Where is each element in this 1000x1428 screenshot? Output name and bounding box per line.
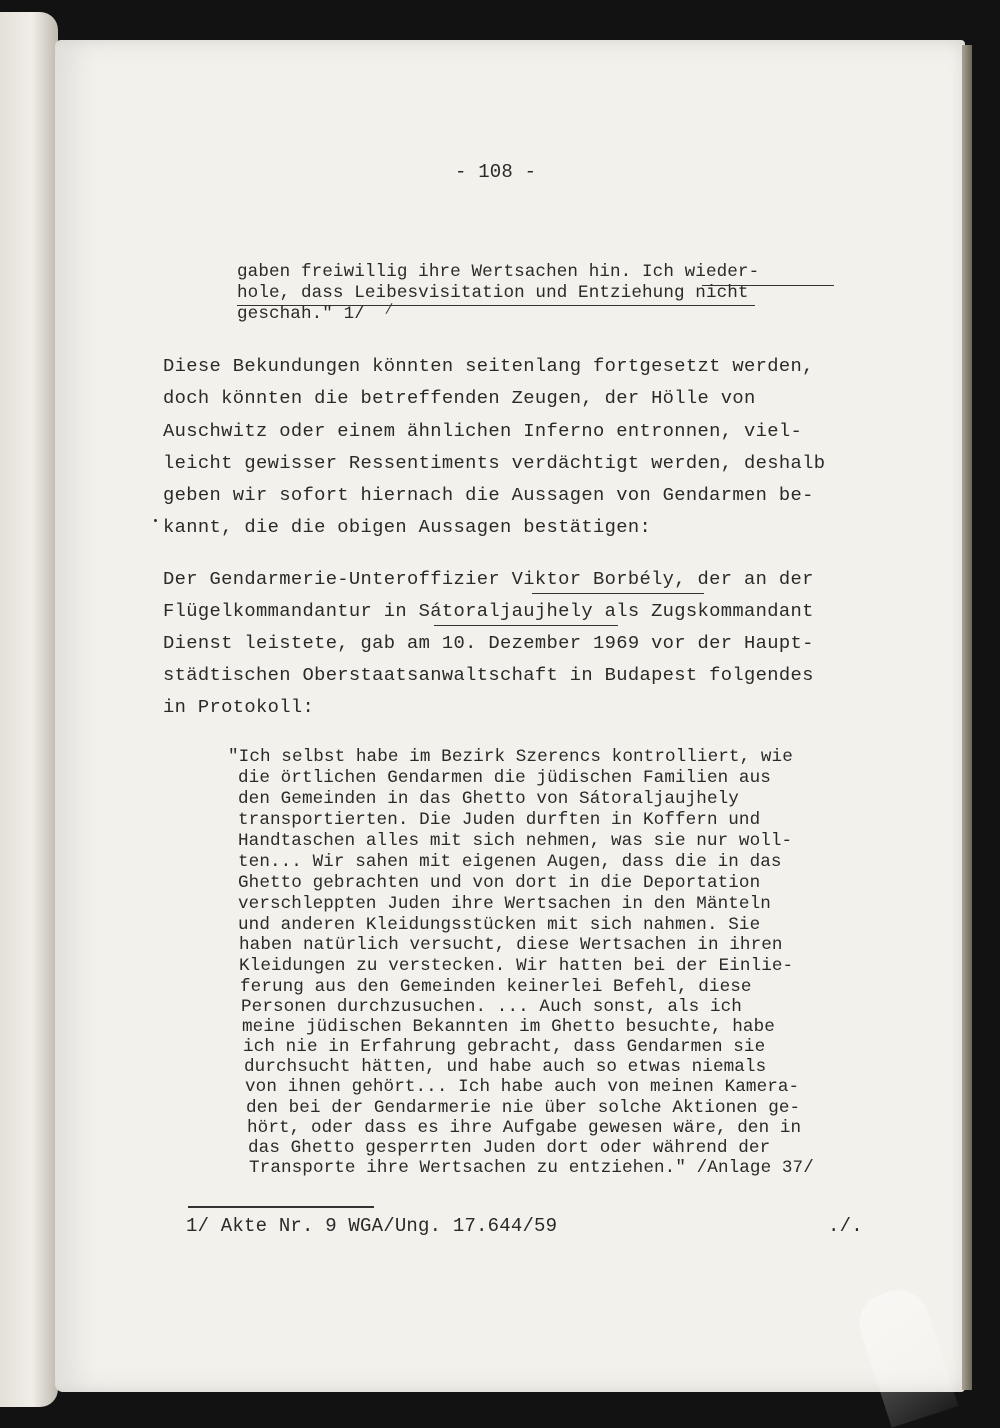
quote1-line: gaben freiwillig ihre Wertsachen hin. Ich wieder- xyxy=(237,262,760,282)
paragraph-line: geben wir sofort hiernach die Aussagen von Gendarmen be- xyxy=(163,484,814,506)
quote2-line: von ihnen gehört... Ich habe auch von meinen Kamera- xyxy=(245,1077,800,1097)
footnote-rule xyxy=(188,1206,374,1208)
facing-page-edge xyxy=(0,12,58,1407)
quote2-line: Transporte ihre Wertsachen zu entziehen." /Anlage 37/ xyxy=(249,1158,814,1178)
underline-mark xyxy=(532,593,704,594)
underline-mark xyxy=(434,625,618,626)
quote2-line: Kleidungen zu verstecken. Wir hatten bei der Einlie- xyxy=(239,956,794,976)
underline-mark xyxy=(237,305,755,306)
quote1-line: geschah." 1/ xyxy=(237,304,365,324)
quote2-line: ich nie in Erfahrung gebracht, dass Gendarmen sie xyxy=(243,1037,766,1057)
quote2-line: den bei der Gendarmerie nie über solche Aktionen ge- xyxy=(246,1098,801,1118)
paragraph-line: Diese Bekundungen könnten seitenlang fortgesetzt werden, xyxy=(163,355,814,377)
quote2-line: den Gemeinden in das Ghetto von Sátoraljaujhely xyxy=(238,789,739,809)
quote1-line: hole, dass Leibesvisitation und Entziehung nicht xyxy=(237,283,749,303)
paragraph-line: kannt, die die obigen Aussagen bestätigen: xyxy=(163,516,652,538)
quote2-line: Ghetto gebrachten und von dort in die Deportation xyxy=(238,873,761,893)
quote2-line: meine jüdischen Bekannten im Ghetto besuchte, habe xyxy=(242,1017,775,1037)
page-number: - 108 - xyxy=(455,161,537,183)
paragraph-line: Dienst leistete, gab am 10. Dezember 1969 vor der Haupt- xyxy=(163,632,814,654)
quote2-line: und anderen Kleidungsstücken mit sich nahmen. Sie xyxy=(238,915,761,935)
quote2-line: das Ghetto gesperrten Juden dort oder während der xyxy=(248,1138,771,1158)
quote2-line: Handtaschen alles mit sich nehmen, was sie nur woll- xyxy=(238,831,793,851)
quote2-line: transportierten. Die Juden durften in Koffern und xyxy=(238,810,761,830)
margin-dot xyxy=(154,519,157,522)
quote2-line: die örtlichen Gendarmen die jüdischen Familien aus xyxy=(238,768,771,788)
quote2-line: verschleppten Juden ihre Wertsachen in den Mänteln xyxy=(238,894,771,914)
quote2-line: durchsucht hätten, und habe auch so etwas niemals xyxy=(244,1057,767,1077)
quote2-line: ferung aus den Gemeinden keinerlei Befehl, diese xyxy=(240,977,752,997)
quote2-line: "Ich selbst habe im Bezirk Szerencs kontrolliert, wie xyxy=(228,747,793,767)
quote2-line: ten... Wir sahen mit eigenen Augen, dass die in das xyxy=(238,852,782,872)
quote2-line: haben natürlich versucht, diese Wertsachen in ihren xyxy=(239,935,783,955)
page-stack-edge xyxy=(962,45,972,1390)
paragraph-line: Flügelkommandantur in Sátoraljaujhely als Zugskommandant xyxy=(163,600,814,622)
paragraph-line: städtischen Oberstaatsanwaltschaft in Budapest folgendes xyxy=(163,664,814,686)
quote2-line: hört, oder dass es ihre Aufgabe gewesen wäre, den in xyxy=(247,1118,802,1138)
paragraph-line: in Protokoll: xyxy=(163,696,315,718)
paragraph-line: Auschwitz oder einem ähnlichen Inferno entronnen, viel- xyxy=(163,420,803,442)
paragraph-line: Der Gendarmerie-Unteroffizier Viktor Borbély, der an der xyxy=(163,568,814,590)
continuation-mark: ./. xyxy=(828,1215,863,1237)
quote2-line: Personen durchzusuchen. ... Auch sonst, als ich xyxy=(241,997,742,1017)
paragraph-line: leicht gewisser Ressentiments verdächtigt werden, deshalb xyxy=(163,452,826,474)
paragraph-line: doch könnten die betreffenden Zeugen, der Hölle von xyxy=(163,387,756,409)
underline-mark xyxy=(702,285,834,286)
footnote: 1/ Akte Nr. 9 WGA/Ung. 17.644/59 xyxy=(186,1215,558,1237)
